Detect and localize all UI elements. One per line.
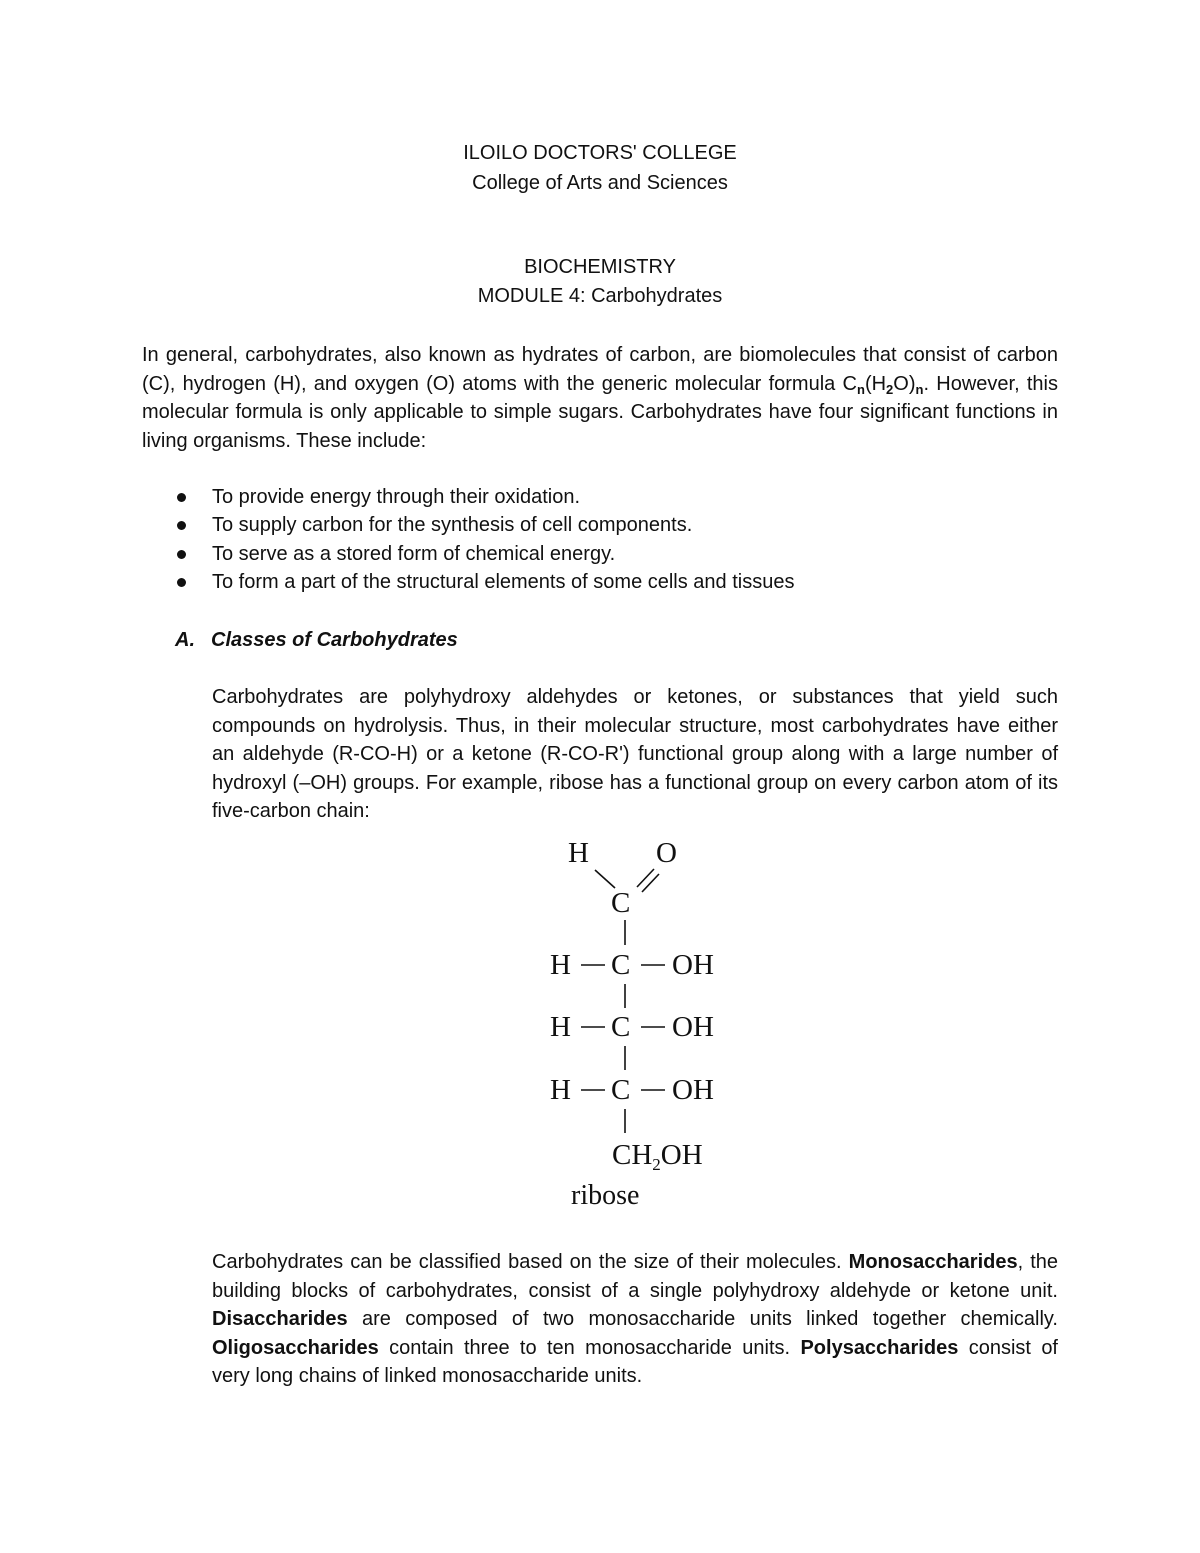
atom-c3: C (611, 1011, 631, 1043)
section-title: Classes of Carbohydrates (211, 629, 458, 651)
classification-text: contain three to ten monosaccharide units. (378, 1336, 801, 1359)
intro-text-after-formula: . However, this molecular formula is only applicable to simple sugars. Carbohydrates have four significant functions in living organisms. These include: (142, 372, 1058, 452)
module-title: MODULE 4: Carbohydrates (477, 285, 723, 307)
bullet-icon (177, 521, 186, 530)
atom-c2: C (611, 949, 631, 981)
formula-hydrogen: (H (864, 372, 887, 395)
atom-h-top: H (568, 837, 589, 869)
classification-text: are composed of two monosaccharide units linked together chemically. (347, 1308, 1058, 1331)
subject-title: BIOCHEMISTRY (524, 256, 676, 278)
ribose-caption: ribose (571, 1180, 640, 1211)
section-letter: A. (175, 629, 195, 651)
term-monosaccharides: Monosaccharides (848, 1251, 1018, 1273)
classification-text: Carbohydrates can be classified based on the size of their molecules. (212, 1251, 849, 1273)
bullet-icon (177, 493, 186, 502)
list-item-text: To form a part of the structural elements of some cells and tissues (212, 570, 795, 593)
list-item (172, 568, 794, 596)
intro-paragraph (142, 341, 1058, 455)
section-a-heading (175, 626, 458, 654)
intro-text-before-formula: In general, carbohydrates, also known as hydrates of carbon, are biomolecules that consist of carbon (C), hydrogen (H), and oxygen (O) atoms with the generic molecular formula (142, 344, 1058, 395)
atom-c4: C (611, 1074, 631, 1106)
list-item (172, 511, 794, 539)
formula-subscript-2: 2 (886, 381, 894, 397)
list-item-text: To supply carbon for the synthesis of cell components. (212, 514, 693, 537)
atom-h-row1: H (550, 949, 571, 981)
group-ch2oh (612, 1139, 703, 1174)
term-polysaccharides: Polysaccharides (800, 1336, 959, 1359)
atom-h-row3: H (550, 1074, 571, 1106)
bond-c1-o-double-a (637, 869, 654, 887)
group-oh-row3: OH (672, 1074, 714, 1106)
bond-h-c1 (595, 870, 615, 888)
list-item (172, 540, 794, 568)
atom-o-top: O (656, 837, 677, 869)
list-item (172, 483, 794, 511)
group-oh-row2: OH (672, 1011, 714, 1043)
group-oh-row1: OH (672, 949, 714, 981)
section-a-paragraph: Carbohydrates are polyhydroxy aldehydes or ketones, or substances that yield such compounds on hydrolysis. Thus, in their molecular structure, most carbohydrates have either an aldehyde (R-CO-H) or a ketone (R-CO-R') functional group along with a large number of hydroxyl (–OH) groups. For example, ribose has a functional group on every carbon atom of its five-carbon chain: (212, 686, 1058, 823)
classification-paragraph (212, 1248, 1058, 1391)
bullet-icon (177, 550, 186, 559)
ch2oh-subscript: 2 (652, 1155, 661, 1174)
institution-name: ILOILO DOCTORS' COLLEGE (463, 142, 737, 164)
term-disaccharides: Disaccharides (212, 1308, 348, 1331)
functions-list (172, 483, 794, 596)
bullet-icon (177, 578, 186, 587)
classification-text: consist of very long chains of linked monosaccharide units. (212, 1336, 1058, 1388)
term-oligosaccharides: Oligosaccharides (212, 1336, 379, 1359)
atom-c1: C (611, 887, 631, 919)
atom-h-row2: H (550, 1011, 571, 1043)
college-name: College of Arts and Sciences (472, 172, 728, 194)
formula-subscript-n: n (856, 381, 865, 397)
list-item-text: To provide energy through their oxidation. (212, 486, 581, 508)
list-item-text: To serve as a stored form of chemical energy. (212, 542, 616, 565)
classification-text: , the building blocks of carbohydrates, consist of a single polyhydroxy aldehyde or ketone unit. (212, 1251, 1059, 1302)
formula-oxygen: O) (893, 372, 916, 395)
ch2oh-ch: CH (612, 1139, 653, 1171)
molecular-formula (843, 373, 924, 395)
ch2oh-oh: OH (660, 1139, 703, 1171)
formula-subscript-n: n (915, 381, 924, 397)
bond-c1-o-double-b (642, 874, 659, 892)
formula-carbon: C (842, 372, 857, 395)
